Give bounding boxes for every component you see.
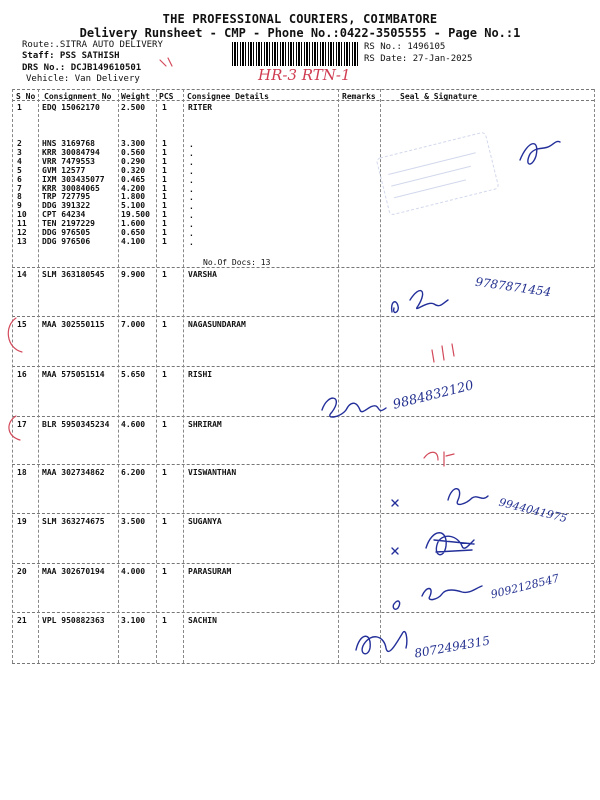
row-consignment: HNS 3169768 <box>42 139 95 148</box>
row-consignee: PARASURAM <box>188 567 232 576</box>
runsheet-title: Delivery Runsheet - CMP - Phone No.:0422-3505555 - Page No.:1 <box>79 26 521 40</box>
row-sno: 9 <box>17 201 22 210</box>
red-mark <box>160 58 172 66</box>
rs-date: RS Date: 27-Jan-2025 <box>364 54 473 64</box>
row-weight: 1.600 <box>121 219 146 228</box>
red-mark <box>8 318 22 352</box>
row-pcs: 1 <box>162 210 167 219</box>
no-of-docs: No.Of Docs: 13 <box>203 258 271 267</box>
col-header-consignment: Consignment No <box>44 92 112 101</box>
col-header-remarks: Remarks <box>342 92 376 101</box>
col-header-sno: S No <box>16 92 36 101</box>
row-weight: 0.650 <box>121 228 146 237</box>
signature-row-16 <box>322 398 386 417</box>
handwritten-phone-20: 9092128547 <box>489 571 561 602</box>
row-consignee-dot: . <box>189 229 194 238</box>
row-consignee: RITER <box>188 103 213 112</box>
row-consignee-dot: . <box>189 220 194 229</box>
row-consignment: TRP 727795 <box>42 192 91 201</box>
row-pcs: 1 <box>162 157 167 166</box>
row-consignment: DDG 976506 <box>42 237 91 246</box>
row-sno: 19 <box>17 517 27 526</box>
row-consignee-dot: . <box>189 202 194 211</box>
row-weight: 1.800 <box>121 192 146 201</box>
row-sno: 15 <box>17 320 27 329</box>
signature-row-19 <box>426 533 474 555</box>
row-consignee: VISWANTHAN <box>188 468 237 477</box>
row-consignee-dot: . <box>189 185 194 194</box>
red-mark <box>432 344 454 362</box>
row-sno: 6 <box>17 175 22 184</box>
row-pcs: 1 <box>162 468 167 477</box>
row-weight: 0.560 <box>121 148 146 157</box>
row-sno: 4 <box>17 157 22 166</box>
row-pcs: 1 <box>162 270 167 279</box>
row-pcs: 1 <box>162 320 167 329</box>
row-consignment: VPL 950882363 <box>42 616 105 625</box>
row-consignment: SLM 363180545 <box>42 270 105 279</box>
row-sno: 17 <box>17 420 27 429</box>
handwritten-phone-14: 9787871454 <box>474 274 552 300</box>
staff-label: Staff: PSS SATHISH <box>22 51 120 61</box>
row-consignee-dot: . <box>189 149 194 158</box>
row-pcs: 1 <box>162 184 167 193</box>
handwritten-phone-16: 9884832120 <box>391 378 476 413</box>
row-weight: 7.000 <box>121 320 146 329</box>
row-pcs: 1 <box>162 139 167 148</box>
row-consignment: KRR 30084794 <box>42 148 100 157</box>
row-sno: 14 <box>17 270 27 279</box>
row-pcs: 1 <box>162 237 167 246</box>
tick-mark <box>392 548 398 554</box>
row-consignment: GVM 12577 <box>42 166 86 175</box>
row-pcs: 1 <box>162 567 167 576</box>
drs-label: DRS No.: DCJB149610501 <box>22 63 142 73</box>
row-sno: 5 <box>17 166 22 175</box>
row-pcs: 1 <box>162 192 167 201</box>
row-pcs: 1 <box>162 148 167 157</box>
row-pcs: 1 <box>162 616 167 625</box>
row-consignee-dot: . <box>189 238 194 247</box>
row-weight: 2.500 <box>121 103 146 112</box>
row-sno: 7 <box>17 184 22 193</box>
row-consignment: MAA 302670194 <box>42 567 105 576</box>
row-weight: 4.000 <box>121 567 146 576</box>
row-sno: 18 <box>17 468 27 477</box>
row-consignment: TEN 2197229 <box>42 219 95 228</box>
row-weight: 3.300 <box>121 139 146 148</box>
row-consignment: VRR 7479553 <box>42 157 95 166</box>
col-header-consignee: Consignee Details <box>187 92 269 101</box>
row-weight: 0.290 <box>121 157 146 166</box>
handwritten-note: HR-3 RTN-1 <box>258 66 351 84</box>
row-consignment: IXM 303435077 <box>42 175 105 184</box>
col-header-weight: Weight <box>121 92 150 101</box>
row-consignee-dot: . <box>189 211 194 220</box>
row-sno: 8 <box>17 192 22 201</box>
row-consignment: DDG 391322 <box>42 201 91 210</box>
signature-row-20 <box>422 586 482 600</box>
row-consignment: MAA 302550115 <box>42 320 105 329</box>
tick-mark <box>392 500 398 506</box>
route-label: Route:.SITRA AUTO DELIVERY <box>22 40 163 50</box>
tick-mark <box>393 601 399 609</box>
row-consignment: MAA 302734862 <box>42 468 105 477</box>
row-consignment: BLR 5950345234 <box>42 420 110 429</box>
row-weight: 4.600 <box>121 420 146 429</box>
row-weight: 3.500 <box>121 517 146 526</box>
row-consignee-dot: . <box>189 158 194 167</box>
row-sno: 1 <box>17 103 22 112</box>
row-consignee-dot: . <box>189 193 194 202</box>
row-consignee-dot: . <box>189 167 194 176</box>
row-sno: 3 <box>17 148 22 157</box>
row-consignee: SHRIRAM <box>188 420 222 429</box>
row-consignee: NAGASUNDARAM <box>188 320 246 329</box>
row-sno: 13 <box>17 237 27 246</box>
signature-row-21 <box>356 632 407 654</box>
col-header-pcs: PCS <box>159 92 174 101</box>
row-weight: 3.100 <box>121 616 146 625</box>
row-pcs: 1 <box>162 103 167 112</box>
row-consignee-dot: . <box>189 140 194 149</box>
rs-number: RS No.: 1496105 <box>364 42 446 52</box>
row-weight: 19.500 <box>121 210 150 219</box>
row-pcs: 1 <box>162 228 167 237</box>
row-pcs: 1 <box>162 219 167 228</box>
company-title: THE PROFESSIONAL COURIERS, COIMBATORE <box>162 12 438 26</box>
row-weight: 5.650 <box>121 370 146 379</box>
row-consignment: CPT 64234 <box>42 210 86 219</box>
row-weight: 0.320 <box>121 166 146 175</box>
red-mark <box>9 416 20 440</box>
row-consignment: SLM 363274675 <box>42 517 105 526</box>
row-weight: 0.465 <box>121 175 146 184</box>
row-sno: 20 <box>17 567 27 576</box>
row-pcs: 1 <box>162 201 167 210</box>
signature-row-1 <box>520 141 560 164</box>
row-weight: 5.100 <box>121 201 146 210</box>
red-mark <box>424 452 454 466</box>
row-pcs: 1 <box>162 175 167 184</box>
row-consignment: DDG 976505 <box>42 228 91 237</box>
row-consignment: MAA 575051514 <box>42 370 105 379</box>
row-consignee: SACHIN <box>188 616 217 625</box>
row-sno: 2 <box>17 139 22 148</box>
handwritten-phone-19: 9944041975 <box>497 495 569 526</box>
row-pcs: 1 <box>162 370 167 379</box>
row-consignee: SUGANYA <box>188 517 222 526</box>
row-sno: 21 <box>17 616 27 625</box>
row-sno: 12 <box>17 228 27 237</box>
row-consignee-dot: . <box>189 176 194 185</box>
vehicle-label: Vehicle: Van Delivery <box>26 74 140 84</box>
handwritten-phone-21: 8072494315 <box>413 633 491 661</box>
row-pcs: 1 <box>162 420 167 429</box>
row-consignment: EDQ 15062170 <box>42 103 100 112</box>
row-consignee: VARSHA <box>188 270 217 279</box>
row-weight: 4.100 <box>121 237 146 246</box>
row-sno: 10 <box>17 210 27 219</box>
col-header-seal: Seal & Signature <box>400 92 478 101</box>
row-weight: 6.200 <box>121 468 146 477</box>
row-weight: 4.200 <box>121 184 146 193</box>
row-consignment: KRR 30084065 <box>42 184 100 193</box>
row-sno: 11 <box>17 219 27 228</box>
signature-row-18 <box>448 489 488 505</box>
row-weight: 9.900 <box>121 270 146 279</box>
row-sno: 16 <box>17 370 27 379</box>
row-consignee: RISHI <box>188 370 213 379</box>
row-pcs: 1 <box>162 166 167 175</box>
signature-row-14 <box>392 291 448 313</box>
row-pcs: 1 <box>162 517 167 526</box>
